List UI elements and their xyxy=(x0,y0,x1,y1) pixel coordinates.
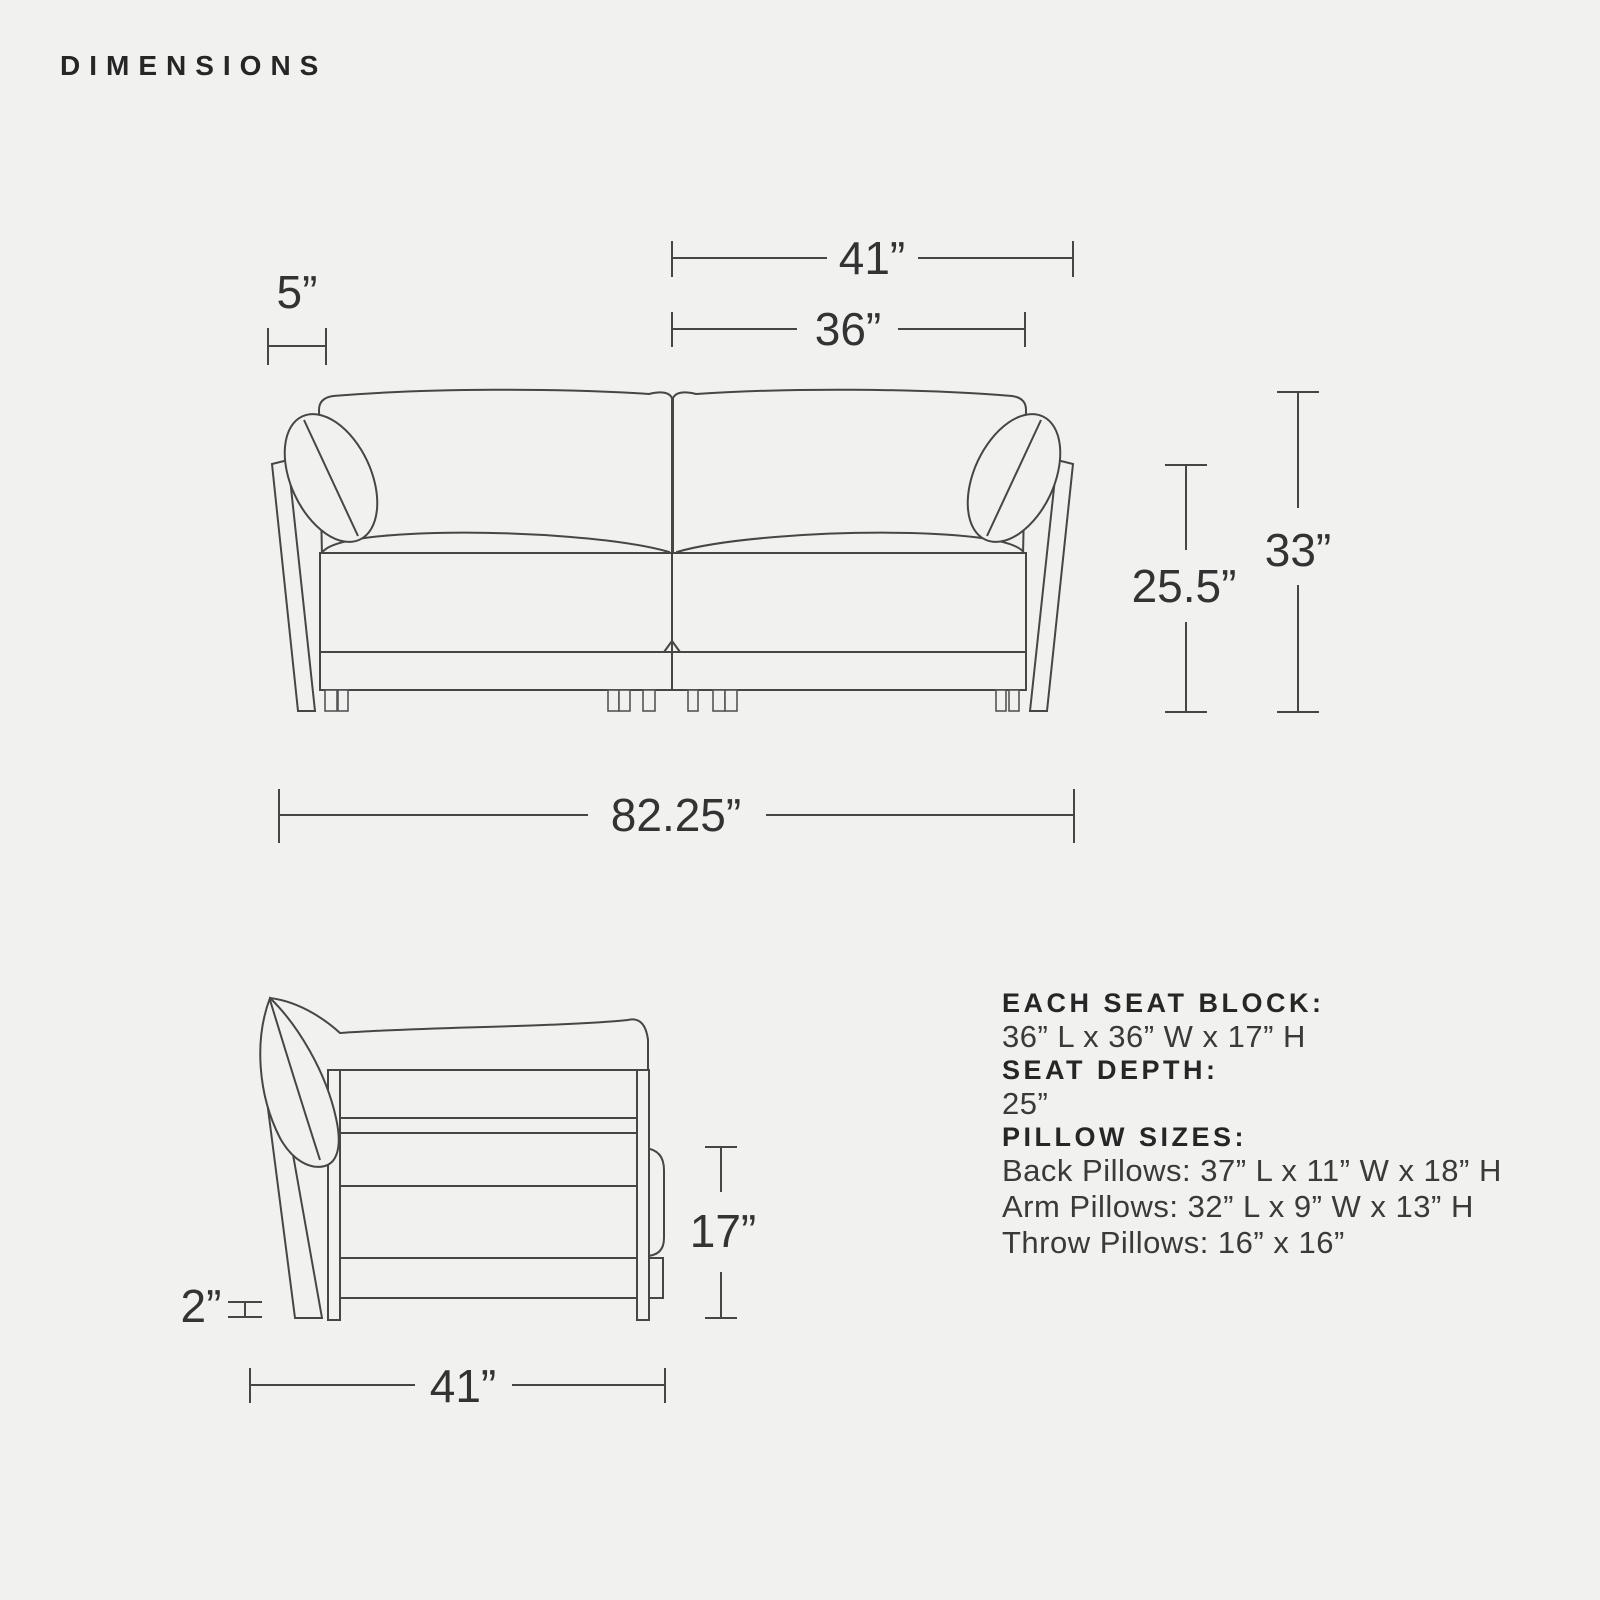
pillow-sizes-heading: PILLOW SIZES: xyxy=(1002,1122,1247,1152)
seat-depth-value: 25” xyxy=(1002,1086,1049,1121)
throw-pillows-value: Throw Pillows: 16” x 16” xyxy=(1002,1225,1345,1260)
dim-depth-41 xyxy=(250,1360,665,1412)
dim-label-depth: 41” xyxy=(429,1360,497,1412)
dim-label-block-inner: 36” xyxy=(814,303,882,355)
dim-label-overall-width: 82.25” xyxy=(610,789,742,841)
dim-block-outer-41 xyxy=(672,232,1073,284)
dim-block-inner-36 xyxy=(672,303,1025,355)
front-legs xyxy=(325,690,1019,711)
side-top-rail xyxy=(338,1070,648,1118)
back-pillows-value: Back Pillows: 37” L x 11” W x 18” H xyxy=(1002,1153,1502,1188)
dim-overall-height-33 xyxy=(1265,392,1331,712)
side-base-band xyxy=(340,1258,663,1298)
spec-text-block xyxy=(1002,988,1600,1261)
dim-label-leg-height: 2” xyxy=(180,1280,222,1332)
sofa-front-elevation xyxy=(266,232,1331,843)
sofa-side-elevation xyxy=(181,998,757,1412)
dim-label-seat-height: 17” xyxy=(689,1205,757,1257)
seat-block-value: 36” L x 36” W x 17” H xyxy=(1002,1019,1306,1054)
dim-label-arm-width: 5” xyxy=(276,266,318,318)
side-right-post xyxy=(637,1070,649,1320)
arm-pillows-value: Arm Pillows: 32” L x 9” W x 13” H xyxy=(1002,1189,1474,1224)
seat-block-heading: EACH SEAT BLOCK: xyxy=(1002,988,1325,1018)
dim-label-block-outer: 41” xyxy=(838,232,906,284)
dim-seat-height-17 xyxy=(690,1147,756,1318)
dim-arm-width-5 xyxy=(268,266,326,365)
dim-label-back-height: 25.5” xyxy=(1131,560,1237,612)
side-mid-rail xyxy=(338,1133,648,1186)
seat-depth-heading: SEAT DEPTH: xyxy=(1002,1055,1219,1085)
dim-leg-height-2 xyxy=(181,1280,262,1332)
page-title: DIMENSIONS xyxy=(60,50,328,81)
side-top-cushion-edge xyxy=(270,998,648,1070)
dim-back-height-25-5 xyxy=(1132,465,1237,712)
dim-overall-width-82-25 xyxy=(279,789,1074,843)
dim-label-overall-height: 33” xyxy=(1264,524,1332,576)
